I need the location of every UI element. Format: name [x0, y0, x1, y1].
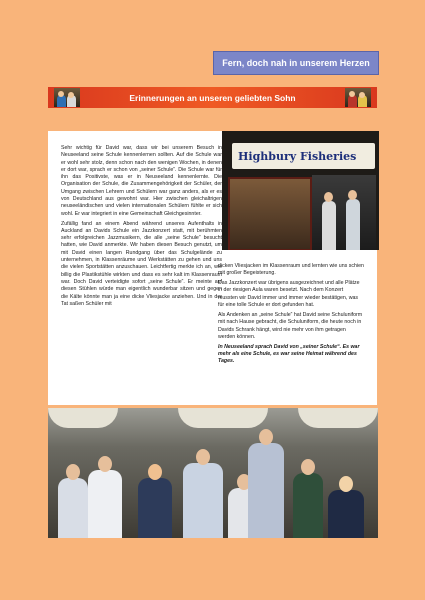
shop-sign-text: Highbury Fisheries [238, 149, 357, 163]
closing-quote: In Neuseeland sprach David von „seiner Schule“. Es war mehr als eine Schule, es war seine Heimat während des Tages. [218, 343, 360, 365]
paragraph: Sehr wichtig für David war, dass wir bei unserem Besuch in Neuseeland seine Schule kennenlernen sollten. Auf die Schule war er wohl sehr stolz, denn schon nach den wenigen Wochen, in denen er dort war, sprach er schon von „seiner Schule“. Die Schule war für ihn das Positivste, was er in Neuseeland kennenlernte. Die Organisation der Schule, die Zusammengehörigkeit der Schüler, der Umgang zwischen Lehrern und Schülern war ganz anders, als er es von Deutschland aus gewohnt war. Hier zwischen gleichaltrigen neuseeländischen und vielen internationalen Schülern fühlte er sich wohl. Er war integriert in eine Gemeinschaft Gleichgesinnter. [61, 145, 222, 217]
paragraph: Das Jazzkonzert war übrigens ausgezeichnet und alle Plätze in der riesigen Aula waren besetzt. Nach dem Konzert mussten wir David immer und immer wieder bestätigen, was für eine tolle Schule er dort gefunden hat. [218, 280, 360, 309]
paragraph: Als Andenken an „seine Schule“ hat David seine Schuluniform mit nach Hause gebracht, die Schuluniform, die heute noch in Davids Schrank hängt, wird nie mehr von ihm getragen werden können. [218, 311, 363, 340]
umbrella [178, 408, 268, 428]
student-figure [248, 443, 284, 538]
student-figure [138, 478, 172, 538]
section-header [48, 87, 377, 108]
umbrella [298, 408, 378, 428]
section-title: Erinnerungen an unseren geliebten Sohn [129, 92, 296, 103]
student-figure [58, 478, 88, 538]
person-figure [322, 201, 336, 250]
article-text-left [61, 145, 222, 311]
umbrella [48, 408, 118, 428]
person-figure [346, 199, 360, 250]
student-figure [328, 490, 364, 538]
student-figure [88, 470, 122, 538]
student-figure [293, 473, 323, 538]
page-banner [213, 51, 379, 75]
shop-sign [232, 143, 375, 169]
page-banner-title: Fern, doch nah in unserem Herzen [222, 58, 370, 68]
article-text-right [218, 263, 364, 368]
shop-front-photo [222, 131, 379, 250]
family-photo-icon [54, 88, 80, 107]
family-photo-icon [345, 88, 371, 107]
student-figure [183, 463, 223, 538]
paragraph: dicken Vliesjacken im Klassenraum und lernten wie uns schien mit großer Begeisterung. [218, 263, 364, 277]
school-students-photo [48, 408, 378, 538]
paragraph: Zufällig fand an einem Abend während unseres Aufenthalts in Auckland an Davids Schule ein Jazzkonzert statt, mit berühmten sehr erfolgreichen Jazzmusikern, die alle „seine Schule“ besucht hatten, wie David anmerkte. Wir haben diesen Besuch genutzt, um mit David einen langen Rundgang über das Schulgelände zu unternehmen, in Klassenräume und Werkstätten zu gehen und uns die vielen Sportstätten anzuschauen. Leichtfertig merkte ich an, wie billig die Plastikstühle wirkten und dass es sehr kalt im Klassenraum war. Doch David verteidigte sofort „seine Schule“. Er meinte auf diesen Stühlen würde man eigentlich wunderbar sitzen und gegen die Kälte könnte man ja eine dicke Vliesjacke anziehen. Und in der Tat saßen Schüler mit [61, 220, 222, 307]
shop-window [228, 177, 312, 250]
